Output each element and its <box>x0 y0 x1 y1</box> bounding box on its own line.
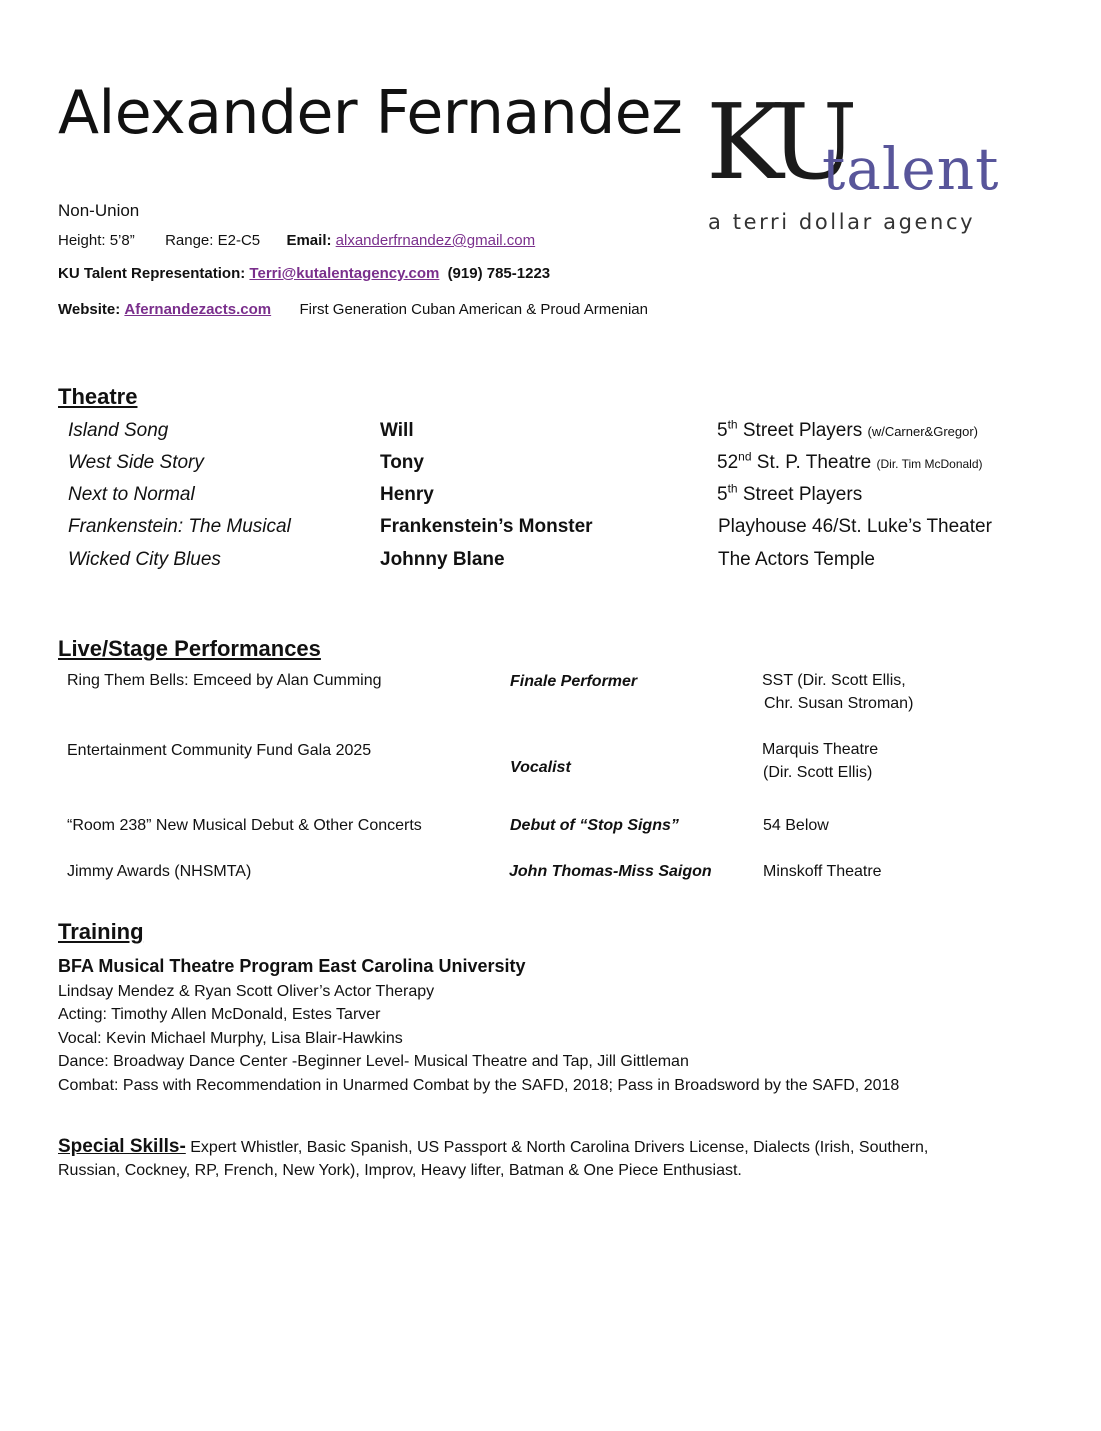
height: Height: 5’8” <box>58 232 135 249</box>
training-heading: Training <box>58 919 144 944</box>
rep-email-link[interactable]: Terri@kutalentagency.com <box>249 265 440 282</box>
theatre-role: Will <box>380 420 414 441</box>
training-list <box>58 980 899 1097</box>
live-event: Ring Them Bells: Emceed by Alan Cumming <box>67 672 382 689</box>
training-line: Vocal: Kevin Michael Murphy, Lisa Blair-Hawkins <box>58 1029 403 1047</box>
training-line: Acting: Timothy Allen McDonald, Estes Tarver <box>58 1006 381 1024</box>
live-role: John Thomas-Miss Saigon <box>509 863 712 880</box>
venue-text: 5 <box>717 484 728 505</box>
venue-text: Street Players <box>737 484 863 505</box>
live-role: Finale Performer <box>510 673 638 690</box>
skills-line-1 <box>58 1136 928 1158</box>
stats-line <box>58 232 535 249</box>
live-venue: SST (Dir. Scott Ellis, <box>762 672 906 689</box>
theatre-venue <box>717 481 863 506</box>
website-link[interactable]: Afernandezacts.com <box>124 301 272 318</box>
live-event: Entertainment Community Fund Gala 2025 <box>67 742 372 759</box>
rep-label: KU Talent Representation: <box>58 265 246 282</box>
venue-sup: th <box>727 481 738 496</box>
venue-text: Street Players <box>737 420 868 441</box>
training-line: Dance: Broadway Dance Center -Beginner Level- Musical Theatre and Tap, Jill Gittleman <box>58 1053 689 1071</box>
live-venue: 54 Below <box>763 817 829 834</box>
theatre-venue: The Actors Temple <box>718 549 876 570</box>
training-program: BFA Musical Theatre Program East Carolina University <box>58 956 526 976</box>
venue-sup: th <box>727 417 738 432</box>
email-link[interactable]: alxanderfrnandez@gmail.com <box>335 232 536 249</box>
union-status: Non-Union <box>58 201 140 220</box>
venue-text: St. P. Theatre <box>751 452 877 473</box>
theatre-venue <box>717 449 983 474</box>
website-line <box>58 301 648 318</box>
logo-talent: talent <box>822 135 1000 203</box>
training-line: Combat: Pass with Recommendation in Unarmed Combat by the SAFD, 2018; Pass in Broadsword by the SAFD, 2018 <box>58 1076 900 1094</box>
venue-note: (w/Carner&Gregor) <box>867 424 979 439</box>
theatre-show: Wicked City Blues <box>68 549 221 570</box>
live-venue: Marquis Theatre <box>762 741 879 758</box>
skills-text: Expert Whistler, Basic Spanish, US Passport & North Carolina Drivers License, Dialects (Irish, Southern, <box>185 1139 929 1156</box>
venue-note: (Dir. Tim McDonald) <box>876 457 983 471</box>
venue-text: 5 <box>717 420 728 441</box>
theatre-show: Island Song <box>68 420 169 441</box>
live-event: Jimmy Awards (NHSMTA) <box>67 863 252 880</box>
live-event: “Room 238” New Musical Debut & Other Concerts <box>67 817 422 834</box>
venue-sup: nd <box>738 449 752 464</box>
website-label: Website: <box>58 301 121 318</box>
theatre-heading: Theatre <box>58 384 138 409</box>
email-label: Email: <box>286 232 332 249</box>
live-venue: Chr. Susan Stroman) <box>764 695 914 712</box>
theatre-role: Frankenstein’s Monster <box>380 516 593 537</box>
live-venue: Minskoff Theatre <box>763 863 882 880</box>
theatre-show: Frankenstein: The Musical <box>68 516 291 537</box>
rep-phone: (919) 785-1223 <box>447 265 551 282</box>
theatre-role: Tony <box>380 452 424 473</box>
theatre-venue: Playhouse 46/St. Luke’s Theater <box>718 516 992 537</box>
venue-text: 52 <box>717 452 739 473</box>
live-role: Vocalist <box>510 759 571 776</box>
training-line: Lindsay Mendez & Ryan Scott Oliver’s Actor Therapy <box>58 983 435 1000</box>
logo-ku: KU <box>706 81 848 203</box>
theatre-venue <box>717 417 979 442</box>
live-venue: (Dir. Scott Ellis) <box>763 764 873 781</box>
theatre-role: Johnny Blane <box>380 549 505 570</box>
range: Range: E2-C5 <box>165 232 261 249</box>
skills-heading: Special Skills- <box>58 1136 186 1157</box>
representation-line <box>58 265 550 282</box>
theatre-role: Henry <box>380 484 434 505</box>
page-title: Alexander Fernandez <box>58 78 683 148</box>
live-heading: Live/Stage Performances <box>58 636 321 661</box>
skills-line-2: Russian, Cockney, RP, French, New York), Improv, Heavy lifter, Batman & One Piece Enthusiast. <box>58 1162 742 1179</box>
theatre-show: Next to Normal <box>68 484 195 505</box>
theatre-show: West Side Story <box>68 452 204 473</box>
logo-tagline: a terri dollar agency <box>708 210 976 234</box>
heritage-note: First Generation Cuban American & Proud Armenian <box>299 301 648 318</box>
live-role: Debut of “Stop Signs” <box>510 817 679 834</box>
agency-logo <box>706 81 1006 240</box>
